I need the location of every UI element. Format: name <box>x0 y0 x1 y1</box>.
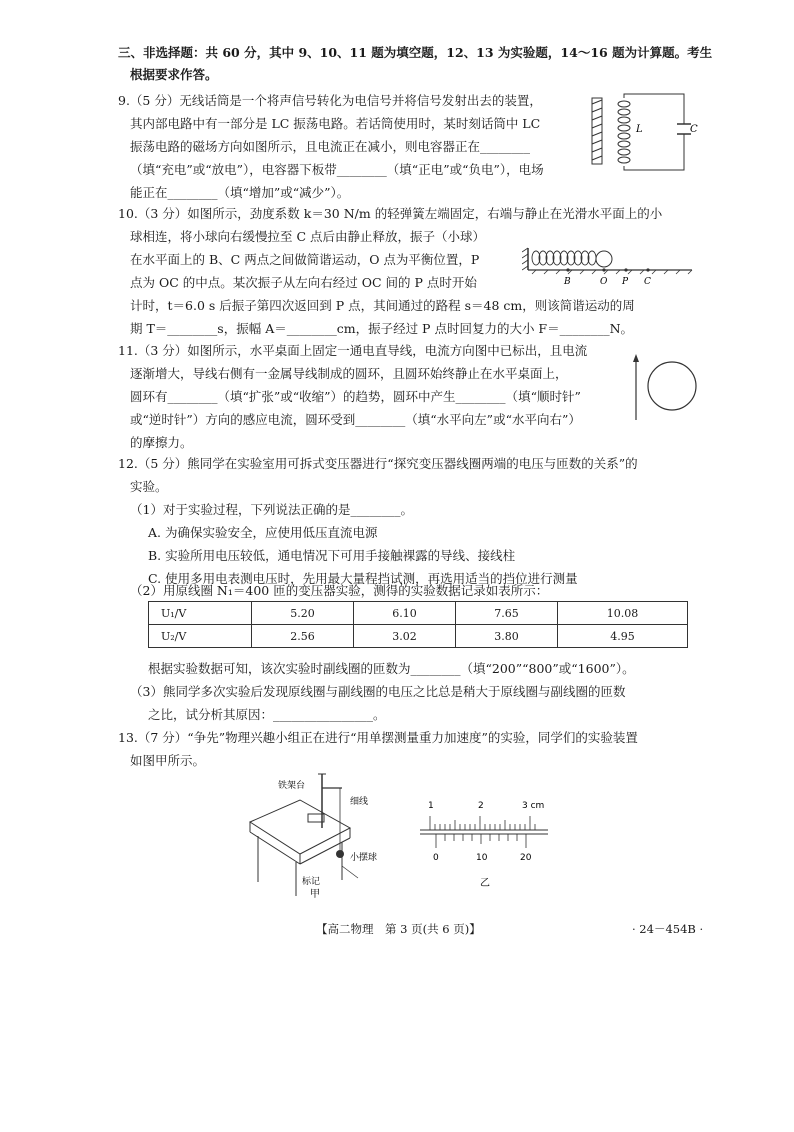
table-cell: 4.95 <box>558 625 688 648</box>
table-row <box>149 625 688 648</box>
point-o-label: O <box>600 277 608 287</box>
point-b-label: B <box>564 277 571 287</box>
stand-label: 铁架台 <box>278 781 306 791</box>
q12-sub1: （1）对于实验过程，下列说法正确的是________。 <box>130 502 413 517</box>
q10-line-2: 球相连，将小球向右缓慢拉至 C 点后由静止释放，振子（小球） <box>130 229 486 244</box>
main-scale-label-3: 3 cm <box>522 801 545 811</box>
q13-line-1: 13.（7 分）“争先”物理兴趣小组正在进行“用单摆测量重力加速度”的实验，同学们的实验装置 <box>118 730 638 745</box>
vernier-label-20: 20 <box>520 853 532 863</box>
table-cell: 3.02 <box>354 625 456 648</box>
fig-yi-caption: 乙 <box>480 878 490 888</box>
point-c-label: C <box>644 277 651 287</box>
q11-line-4: 或“逆时针”）方向的感应电流，圆环受到________（填“水平向左”或“水平向右”） <box>130 412 581 427</box>
q12-option-c: C. 使用多用电表测电压时，先用最大量程挡试测，再选用适当的挡位进行测量 <box>148 571 578 586</box>
q10-line-3: 在水平面上的 B、C 两点之间做简谐运动，O 点为平衡位置，P <box>130 252 480 267</box>
thread-label: 细线 <box>350 797 369 807</box>
footer-code: · 24－454B · <box>632 922 704 936</box>
voltage-data-table <box>148 601 688 648</box>
q12-after-table: 根据实验数据可知，该次实验时副线圈的匝数为________（填“200”“800”或“1600”）。 <box>148 661 635 676</box>
table-cell: 2.56 <box>252 625 354 648</box>
mark-label: 标记 <box>302 877 321 887</box>
inductor-label: L <box>636 124 643 135</box>
main-scale-label-2: 2 <box>478 801 484 811</box>
q12-line-1: 12.（5 分）熊同学在实验室用可拆式变压器进行“探究变压器线圈两端的电压与匝数的关系”的 <box>118 456 638 471</box>
table-cell: 6.10 <box>354 602 456 625</box>
q12-option-a: A. 为确保实验安全，应使用低压直流电源 <box>148 525 378 540</box>
q9-line-1: 9.（5 分）无线话筒是一个将声信号转化为电信号并将信号发射出去的装置， <box>118 93 542 108</box>
section-header-line1: 三、非选择题：共 60 分，其中 9、10、11 题为填空题，12、13 为实验题，14～16 题为计算题。考生 <box>118 45 713 60</box>
q12-option-b: B. 实验所用电压较低，通电情况下可用手接触裸露的导线、接线柱 <box>148 548 516 563</box>
q9-line-5: 能正在________（填“增加”或“减少”）。 <box>130 185 350 200</box>
q9-line-4: （填“充电”或“放电”），电容器下板带________（填“正电”或“负电”），电场 <box>130 162 544 177</box>
fig-jia-caption: 甲 <box>310 889 320 900</box>
q10-line-5: 计时，t＝6.0 s 后振子第四次返回到 P 点，其间通过的路程 s＝48 cm，则该简谐运动的周 <box>130 298 635 313</box>
q11-line-1: 11.（3 分）如图所示，水平桌面上固定一通电直导线，电流方向图中已标出，且电流 <box>118 343 588 358</box>
q12-sub3-line-1: （3）熊同学多次实验后发现原线圈与副线圈的电压之比总是稍大于原线圈与副线圈的匝数 <box>130 684 626 699</box>
section-header-line2: 根据要求作答。 <box>130 67 218 82</box>
capacitor-label: C <box>690 124 698 135</box>
q13-line-2: 如图甲所示。 <box>130 753 206 768</box>
table-header-u2: U₂/V <box>149 625 252 648</box>
table-cell: 10.08 <box>558 602 688 625</box>
q12-line-2: 实验。 <box>130 479 168 494</box>
table-cell: 7.65 <box>456 602 558 625</box>
ball-label: 小摆球 <box>350 853 378 863</box>
q11-line-3: 圆环有________（填“扩张”或“收缩”）的趋势，圆环中产生________（填“顺时针” <box>130 389 581 404</box>
vernier-caliper-figure <box>418 796 550 888</box>
q10-line-6: 期 T＝________s，振幅 A＝________cm，振子经过 P 点时回复力的大小 F＝________N。 <box>130 321 634 336</box>
table-row <box>149 602 688 625</box>
spring-oscillator-figure <box>522 244 694 288</box>
lc-circuit-figure <box>588 92 698 172</box>
q10-line-1: 10.（3 分）如图所示，劲度系数 k＝30 N/m 的轻弹簧左端固定，右端与静止在光滑水平面上的小 <box>118 206 663 221</box>
table-cell: 5.20 <box>252 602 354 625</box>
main-scale-label-1: 1 <box>428 801 434 811</box>
wire-ring-figure <box>630 352 700 424</box>
q9-line-3: 振荡电路的磁场方向如图所示，且电流正在减小，则电容器正在________ <box>130 139 531 154</box>
table-header-u1: U₁/V <box>149 602 252 625</box>
vernier-label-10: 10 <box>476 853 488 863</box>
q12-sub3-line-2: 之比，试分析其原因：________________。 <box>148 707 386 722</box>
q11-line-2: 逐渐增大，导线右侧有一金属导线制成的圆环，且圆环始终静止在水平桌面上， <box>130 366 568 381</box>
point-p-label: P <box>622 277 629 287</box>
table-cell: 3.80 <box>456 625 558 648</box>
q9-line-2: 其内部电路中有一部分是 LC 振荡电路。若话筒使用时，某时刻话筒中 LC <box>130 116 541 131</box>
pendulum-apparatus-figure <box>246 770 396 900</box>
q10-line-4: 点为 OC 的中点。某次振子从左向右经过 OC 间的 P 点时开始 <box>130 275 477 290</box>
q12-sub2: （2）用原线圈 N₁＝400 匝的变压器实验，测得的实验数据记录如表所示： <box>130 583 549 598</box>
q11-line-5: 的摩擦力。 <box>130 435 193 450</box>
footer-page-info: 【高二物理 第 3 页(共 6 页)】 <box>316 922 481 936</box>
vernier-label-0: 0 <box>433 853 439 863</box>
